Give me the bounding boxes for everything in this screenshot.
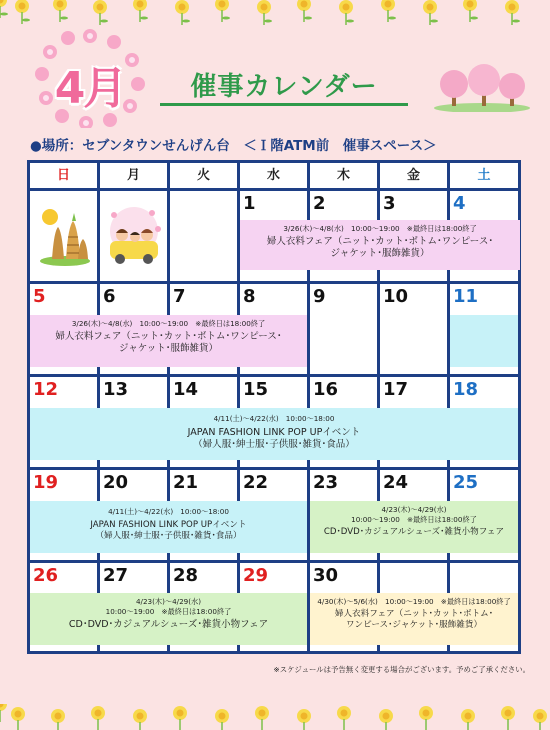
event-ladies-fair-week2 <box>30 315 307 367</box>
day-number: 21 <box>173 472 199 493</box>
day-number: 28 <box>173 565 199 586</box>
day-number: 6 <box>103 286 116 307</box>
month-label: 4月 <box>54 63 126 114</box>
event-dates: 3/26(木)～4/8(水) 10:00～19:00 ※最終日は18:00終了 <box>283 224 477 233</box>
event-cd-dvd-fair-week5 <box>30 593 307 645</box>
day-number: 22 <box>243 472 269 493</box>
event-dates: 3/26(木)～4/8(水) 10:00～19:00 ※最終日は18:00終了 <box>71 319 266 328</box>
grid-line <box>97 163 100 651</box>
page-title: 催事カレンダー <box>190 72 378 102</box>
weekday-header-thu: 木 <box>336 168 350 183</box>
dandelion-border-icon <box>0 704 550 730</box>
weekday-header-wed: 水 <box>266 168 280 183</box>
day-number: 20 <box>103 472 129 493</box>
dandelion-border-icon <box>0 0 550 26</box>
event-japan-fashion-week3 <box>30 408 518 460</box>
day-number: 18 <box>453 379 479 400</box>
weekday-header-mon: 月 <box>126 168 140 183</box>
day-number: 7 <box>173 286 186 307</box>
day-number: 13 <box>103 379 129 400</box>
day-number: 12 <box>33 379 59 400</box>
day-number: 30 <box>313 565 339 586</box>
grid-line <box>30 188 518 191</box>
day-number: 17 <box>383 379 409 400</box>
day-number: 23 <box>313 472 339 493</box>
event-dates: 4/11(土)～4/22(水) 10:00～18:00 <box>213 414 335 423</box>
event-ladies-fair-week1 <box>240 220 520 270</box>
family-car-icon <box>104 207 164 269</box>
day-number: 5 <box>33 286 46 307</box>
day-number: 3 <box>383 193 396 214</box>
grid-line <box>30 467 518 470</box>
day-number: 1 <box>243 193 256 214</box>
event-ladies-fair-week5 <box>310 593 518 645</box>
event-name: CD･DVD･カジュアルシューズ･雑貨小物フェア <box>323 527 505 537</box>
schedule-note: ※スケジュールは予告無く変更する場合がございます。予めご了承ください。 <box>273 665 530 674</box>
event-dates: 4/11(土)～4/22(水) 10:00～18:00 <box>108 507 229 516</box>
event-name: 婦人衣料フェア（ニット･カット･ボトム･ワンピース･ ジャケット･服飾雑貨） <box>266 236 494 259</box>
day-number: 16 <box>313 379 339 400</box>
grid-line <box>30 374 518 377</box>
day-number: 26 <box>33 565 59 586</box>
grid-line <box>30 281 518 284</box>
day-number: 27 <box>103 565 129 586</box>
event-dates: 4/30(木)～5/6(水) 10:00～19:00 ※最終日は18:00終了 <box>317 597 511 606</box>
grid-line <box>167 163 170 651</box>
event-name: 婦人衣料フェア（ニット･カット･ボトム･ワンピース･ ジャケット･服飾雑貨） <box>55 331 282 354</box>
day-number: 8 <box>243 286 256 307</box>
cherry-tree-icon <box>432 64 532 112</box>
day-number: 29 <box>243 565 269 586</box>
day-number: 25 <box>453 472 479 493</box>
day-number: 9 <box>313 286 326 307</box>
event-name: 婦人衣料フェア（ニット･カット･ボトム･ ワンピース･ジャケット･服飾雑貨） <box>334 609 494 630</box>
day-number: 11 <box>453 286 479 307</box>
event-cell-fill <box>450 315 518 367</box>
event-dates: 4/23(木)～4/29(水) 10:00～19:00 ※最終日は18:00終了 <box>351 505 477 524</box>
day-number: 10 <box>383 286 409 307</box>
event-japan-fashion-week4 <box>30 501 307 553</box>
weekday-header-tue: 火 <box>196 168 210 183</box>
event-dates: 4/23(木)～4/29(水) 10:00～19:00 ※最終日は18:00終了 <box>105 597 232 616</box>
day-number: 4 <box>453 193 466 214</box>
weekday-header-sat: 土 <box>477 168 491 183</box>
day-number: 15 <box>243 379 269 400</box>
day-number: 19 <box>33 472 59 493</box>
day-number: 14 <box>173 379 199 400</box>
weekday-header-sun: 日 <box>56 168 70 183</box>
event-name: JAPAN FASHION LINK POP UPイベント （婦人服･紳士服･子供服･雑貨･食品） <box>90 520 247 541</box>
calendar-grid <box>27 160 521 654</box>
day-number: 2 <box>313 193 326 214</box>
grid-line <box>30 560 518 563</box>
title-underline <box>160 103 408 106</box>
event-name: JAPAN FASHION LINK POP UPイベント （婦人服･紳士服･子供服･雑貨･食品） <box>187 427 361 450</box>
weekday-header-fri: 金 <box>406 168 420 183</box>
event-cd-dvd-fair-week4 <box>310 501 518 553</box>
event-name: CD･DVD･カジュアルシューズ･雑貨小物フェア <box>68 619 269 630</box>
bamboo-shoot-icon <box>38 207 92 267</box>
day-number: 24 <box>383 472 409 493</box>
location-text: ●場所：セブンタウンせんげん台 ＜Ｉ階ATM前 催事スペース＞ <box>30 138 437 154</box>
